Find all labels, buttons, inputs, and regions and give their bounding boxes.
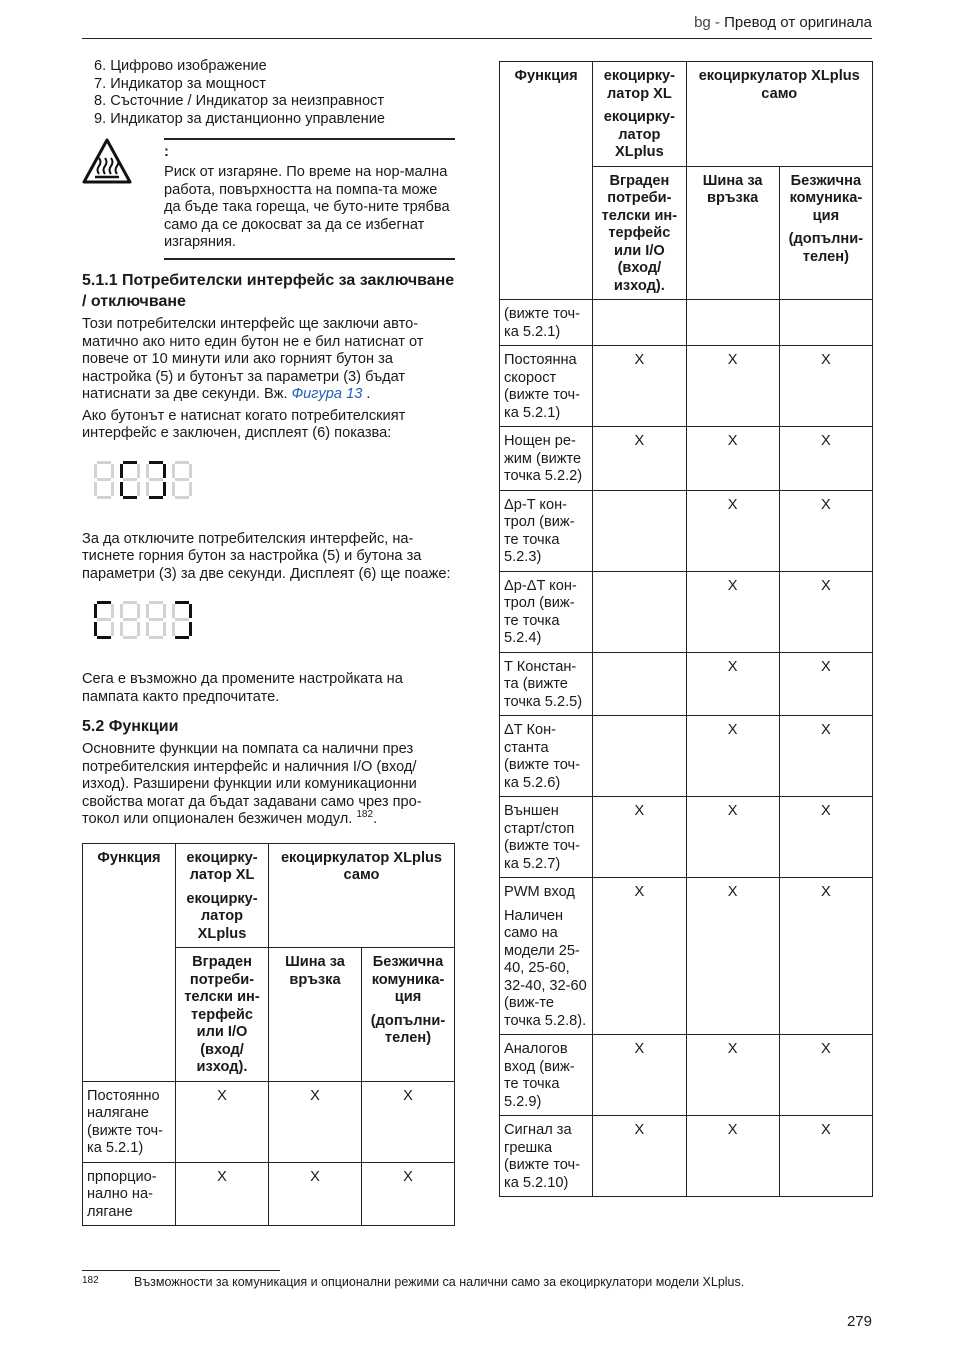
section-title-5-1-1: 5.1.1 Потребителски интерфейс за заключване / отключване	[82, 272, 455, 310]
cell: X	[593, 878, 686, 1035]
display-digit	[172, 461, 192, 499]
th-wireless-line2: (допълни-телен)	[370, 1012, 446, 1046]
running-header	[694, 14, 872, 31]
cell: X	[686, 571, 779, 652]
th-function: Функция	[83, 843, 176, 1081]
cell: X	[779, 652, 872, 716]
table-row	[500, 490, 873, 571]
display-unlocked-illustration	[94, 601, 455, 641]
legend-item: 6. Цифрово изображение	[94, 58, 267, 74]
th-bus: Шина за връзка	[686, 166, 779, 300]
warning-box	[82, 138, 455, 260]
warning-rule-top	[164, 138, 455, 140]
table-row	[500, 571, 873, 652]
paragraph: Ако бутонът е натиснат когато потребителският интерфейс е заключен, дисплеят (6) показва:	[82, 407, 406, 441]
cell: X	[176, 1081, 269, 1162]
row-label: Постоянно налягане (вижте точ-ка 5.2.1)	[83, 1081, 176, 1162]
cell: X	[686, 652, 779, 716]
footnote-text: Възможности за комуникация и опционални режими са налични само за екоциркулатори модели XLplus.	[134, 1275, 745, 1289]
th-wireless-line2: (допълни-телен)	[788, 231, 864, 265]
functions-table-right	[499, 61, 873, 1197]
table-row	[500, 878, 873, 1035]
th-bus: Шина за връзка	[269, 948, 362, 1082]
display-digit	[120, 461, 140, 499]
th-wireless-line1: Безжична комуника-ция	[371, 954, 445, 1005]
cell: X	[779, 1035, 872, 1116]
cell: X	[779, 571, 872, 652]
cell: X	[686, 797, 779, 878]
display-digit	[120, 601, 140, 639]
cell	[593, 716, 686, 797]
row-label-note: Наличен само на модели 25-40, 25-60, 32-40, 32-60 (виж-те точка 5.2.8).	[504, 907, 587, 1029]
display-locked-illustration	[94, 461, 455, 501]
row-label: прпорцио-нално на-лягане	[83, 1162, 176, 1226]
row-label-main: PWM вход	[504, 884, 575, 900]
table-row	[500, 1035, 873, 1116]
page-number: 279	[846, 1313, 872, 1330]
cell	[593, 571, 686, 652]
cell: X	[779, 490, 872, 571]
th-xl-line1: екоцирку-латор XL	[603, 68, 676, 102]
paragraph	[82, 316, 455, 404]
cell	[686, 300, 779, 346]
header-separator: -	[710, 14, 725, 31]
hot-surface-warning-icon	[82, 138, 132, 184]
cell: X	[779, 346, 872, 427]
th-builtin-ui: Вграден потреби-телски ин-терфейс или I/O (вход/ изход).	[593, 166, 686, 300]
cell: X	[593, 1116, 686, 1197]
paragraph-text: Този потребителски интерфейс ще заключи авто-матично ако нито един бутон не е бил натиснат от повече от 10 минути или ако горният бутон за настройка (5) и бутонът за параметри (3) бъдат натиснати за две секунди. Вж.	[82, 316, 424, 402]
row-label: Δp-T кон-трол (виж-те точка 5.2.3)	[500, 490, 593, 571]
cell	[593, 300, 686, 346]
cell: X	[686, 490, 779, 571]
display-digit	[94, 461, 114, 499]
cell: X	[779, 878, 872, 1035]
cell: X	[686, 1035, 779, 1116]
row-label	[500, 878, 593, 1035]
row-label: Аналогов вход (виж-те точка 5.2.9)	[500, 1035, 593, 1116]
th-xl-line2: екоцирку-латор XLplus	[186, 890, 258, 942]
display-digit	[94, 601, 114, 639]
row-label: Постоянна скорост (вижте точ-ка 5.2.1)	[500, 346, 593, 427]
legend-item: 9. Индикатор за дистанционно управление	[94, 110, 385, 127]
warning-title: :	[164, 144, 169, 160]
cell: X	[362, 1081, 455, 1162]
cell: X	[779, 427, 872, 491]
cell: X	[686, 1116, 779, 1197]
right-column	[499, 61, 873, 1197]
cell	[593, 652, 686, 716]
th-builtin-ui: Вграден потреби-телски ин-терфейс или I/O (вход/ изход).	[176, 948, 269, 1082]
cell: X	[686, 878, 779, 1035]
header-title: Превод от оригинала	[724, 14, 872, 31]
cell: X	[779, 716, 872, 797]
row-label: Нощен ре-жим (вижте точка 5.2.2)	[500, 427, 593, 491]
figure-link[interactable]: Фигура 13	[291, 386, 363, 402]
cell: X	[269, 1162, 362, 1226]
cell: X	[779, 797, 872, 878]
th-xl-line2: екоцирку-латор XLplus	[603, 109, 676, 160]
th-xlplus-only: екоциркулатор XLplus само	[269, 843, 455, 948]
row-label: Сигнал за грешка (вижте точ-ка 5.2.10)	[500, 1116, 593, 1197]
row-label: Δp-ΔT кон-трол (виж-те точка 5.2.4)	[500, 571, 593, 652]
row-label: (вижте точ-ка 5.2.1)	[500, 300, 593, 346]
table-row	[83, 1162, 455, 1226]
cell: X	[269, 1081, 362, 1162]
display-digit	[146, 461, 166, 499]
th-wireless	[362, 948, 455, 1082]
table-row	[500, 652, 873, 716]
cell	[779, 300, 872, 346]
cell: X	[593, 797, 686, 878]
header-rule	[82, 38, 872, 39]
left-column	[82, 58, 455, 1226]
th-xlplus-only: екоциркулатор XLplus само	[686, 62, 873, 167]
table-row	[500, 1116, 873, 1197]
row-label: Външен старт/стоп (вижте точ-ка 5.2.7)	[500, 797, 593, 878]
cell: X	[686, 346, 779, 427]
cell: X	[362, 1162, 455, 1226]
footnote-rule	[82, 1270, 280, 1271]
warning-rule-bottom	[164, 258, 455, 260]
warning-text: Риск от изгаряне. По време на нор-мална работа, повърхността на помпа-та може да бъде така гореща, че буто-ните трябва само да се докосват за да се избегнат изгаряния.	[164, 164, 450, 250]
table-row	[500, 797, 873, 878]
th-xl	[176, 843, 269, 948]
legend-list	[82, 58, 455, 128]
cell: X	[593, 427, 686, 491]
paragraph: За да отключите потребителския интерфейс, на-тиснете горния бутон за настройка (5) и бутона за параметри (3) за две секунди. Дисплеят (6) ще поаже:	[82, 530, 451, 582]
table-row	[500, 716, 873, 797]
th-wireless	[779, 166, 872, 300]
paragraph: Сега е възможно да промените настройката на пампата както предпочитате.	[82, 671, 403, 705]
th-wireless-line1: Безжична комуника-ция	[789, 172, 863, 224]
row-label: T Констан-та (вижте точка 5.2.5)	[500, 652, 593, 716]
cell: X	[593, 346, 686, 427]
th-xl	[593, 62, 686, 167]
cell: X	[686, 716, 779, 797]
header-language: bg	[694, 14, 711, 31]
table-row	[83, 1081, 455, 1162]
display-digit	[146, 601, 166, 639]
paragraph-text: .	[373, 811, 378, 827]
section-title-5-2: 5.2 Функции	[82, 718, 179, 735]
functions-table-left	[82, 843, 455, 1227]
legend-item: 8. Състочние / Индикатор за неизправност	[94, 93, 385, 109]
legend-item: 7. Индикатор за мощност	[94, 75, 266, 92]
paragraph	[82, 741, 455, 829]
paragraph-text: Основните функции на помпата са налични през потребителския интерфейс и наличния I/O (вход/изход). Разширени функции или комуникационни свойства могат да бъдат задавани само чрез про-токол или опционален безжичен модул.	[82, 741, 422, 827]
table-row	[500, 427, 873, 491]
th-function: Функция	[500, 62, 593, 300]
cell: X	[686, 427, 779, 491]
th-xl-line1: екоцирку-латор XL	[186, 849, 258, 883]
footnote-number: 182	[82, 1275, 99, 1286]
cell	[593, 490, 686, 571]
row-label: ΔT Кон-станта (вижте точ-ка 5.2.6)	[500, 716, 593, 797]
table-row	[500, 346, 873, 427]
cell: X	[593, 1035, 686, 1116]
paragraph-text: .	[362, 386, 371, 402]
cell: X	[779, 1116, 872, 1197]
display-digit	[172, 601, 192, 639]
cell: X	[176, 1162, 269, 1226]
table-row	[500, 300, 873, 346]
footnote-ref[interactable]: 182	[356, 809, 374, 821]
